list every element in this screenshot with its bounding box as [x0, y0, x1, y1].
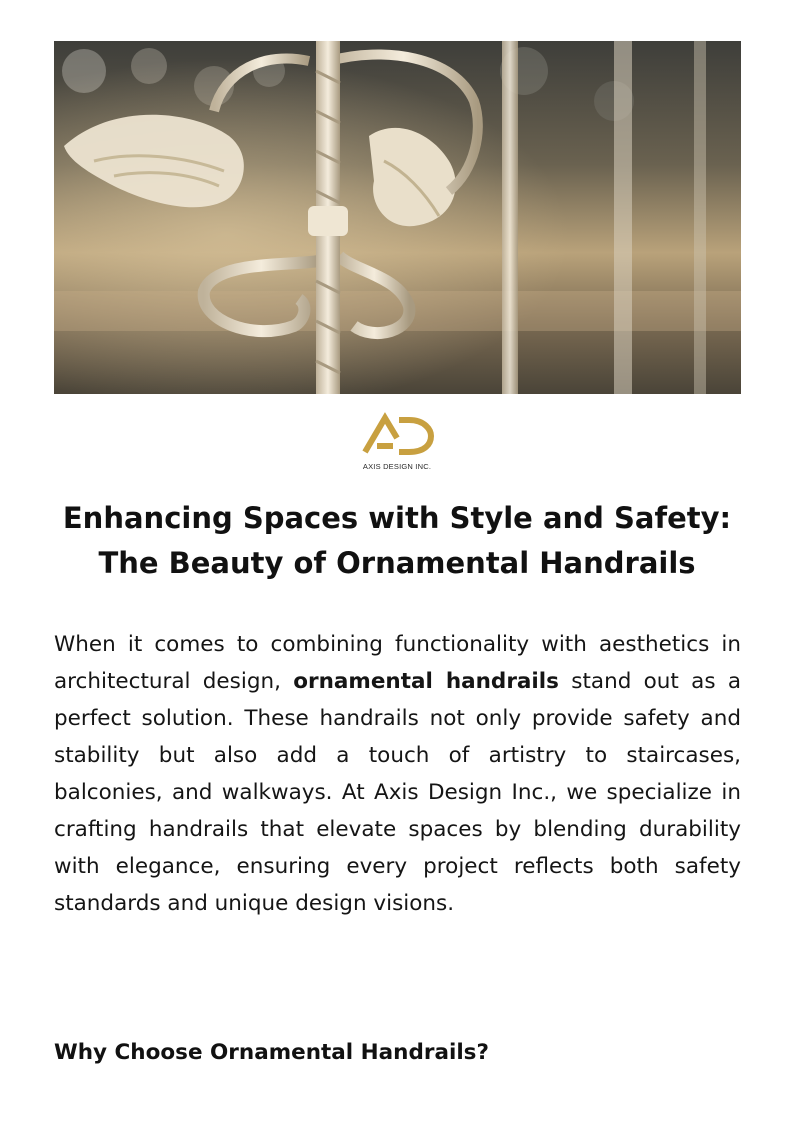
ornamental-railing-photo [54, 41, 741, 394]
ad-monogram-icon [355, 412, 439, 460]
title-line-2: The Beauty of Ornamental Handrails [98, 546, 696, 580]
page-title [40, 496, 754, 586]
hero-image [54, 41, 741, 394]
intro-text-end: stand out as a perfect solution. These handrails not only provide safety and stability but also add a touch of artistry to staircases, balconies, and walkways. At Axis Design Inc., we specialize in crafting handrails that elevate spaces by blending durability with elegance, ensuring every project reflects both safety standards and unique design visions. [54, 669, 742, 916]
intro-paragraph [54, 626, 741, 922]
company-logo [355, 412, 439, 474]
section-heading: Why Choose Ornamental Handrails? [54, 1040, 489, 1065]
logo-caption: AXIS DESIGN INC. [362, 462, 432, 471]
intro-keyword: ornamental handrails [293, 669, 559, 694]
intro-text-start: When it comes to combining functionality with aesthetics in architectural design, [54, 632, 741, 694]
title-line-1: Enhancing Spaces with Style and Safety: [62, 501, 732, 535]
